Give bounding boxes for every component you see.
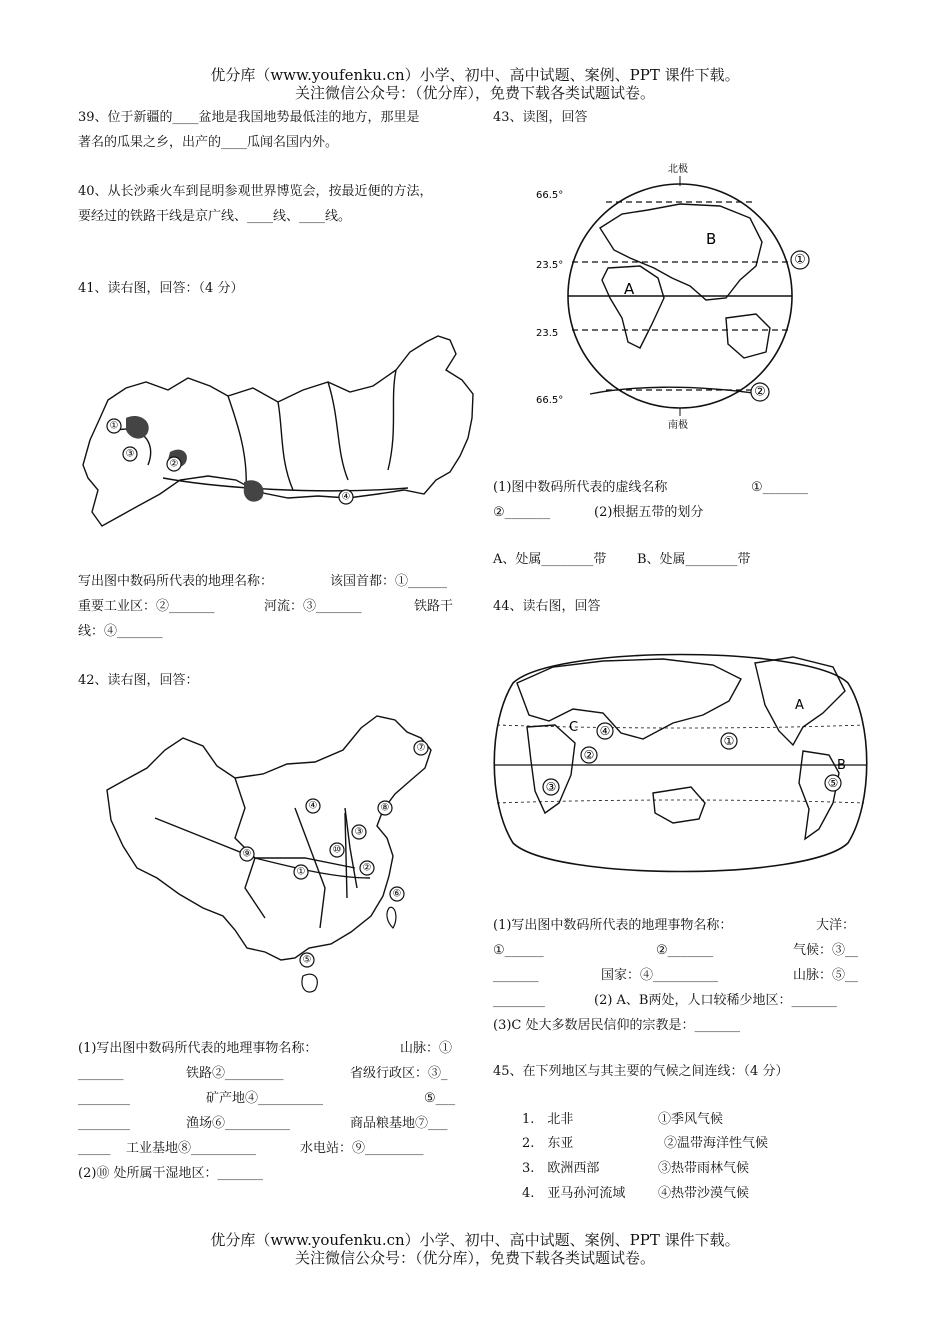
lat-23-south: 23.5	[536, 328, 559, 339]
q45-climate-2: ②温带海洋性气候	[664, 1136, 769, 1151]
russia-map	[78, 330, 478, 545]
q43-zone-A: A、处属________带	[493, 552, 607, 567]
world-marker-5: ⑤	[827, 776, 839, 790]
q42-blank-a: _______	[78, 1066, 124, 1081]
china-map	[95, 708, 440, 998]
china-marker-7: ⑦	[416, 742, 426, 754]
south-pole-label: 南极	[668, 420, 688, 431]
q45-climate-3: ③热带雨林气候	[658, 1161, 750, 1176]
globe-map	[530, 158, 830, 433]
world-marker-1: ①	[723, 734, 735, 748]
q41-railway: 线：④_______	[78, 624, 163, 639]
footer-line-1: 优分库（www.youfenku.cn）小学、初中、高中试题、案例、PPT 课件下载。	[210, 1231, 740, 1249]
q44-ocean-2: ②_______	[656, 943, 714, 958]
q42-hydropower: 水电站：⑨_________	[300, 1141, 424, 1156]
lat-66-north: 66.5°	[536, 190, 564, 201]
china-marker-10: ⑩	[332, 844, 342, 856]
globe-marker-2: ②	[754, 384, 766, 400]
q42-industrial-base: 工业基地⑧__________	[126, 1141, 257, 1156]
q42-r1-intro: (1)写出图中数码所代表的地理事物名称：	[78, 1041, 318, 1056]
china-marker-6: ⑥	[392, 888, 402, 900]
q44-ocean: 大洋：	[816, 918, 856, 933]
lat-23-north: 23.5°	[536, 260, 564, 271]
q40-line-2: 要经过的铁路干线是京广线、____线、____线。	[78, 209, 352, 224]
world-map	[493, 643, 868, 883]
q44-blank-a: _______	[493, 968, 539, 983]
q44-climate: 气候：③__	[793, 943, 859, 958]
q42-mountain: 山脉：①	[400, 1041, 453, 1056]
q45-title: 45、在下列地区与其主要的气候之间连线：（4 分）	[493, 1064, 789, 1079]
q43-zone-B: B、处属________带	[637, 552, 751, 567]
q44-sparse: (2) A、B两处，人口较稀少地区：_______	[594, 993, 837, 1008]
q42-province: 省级行政区：③_	[350, 1066, 448, 1081]
q43-r1: (1)图中数码所代表的虚线名称	[493, 480, 668, 495]
q44-blank-b: ________	[493, 993, 545, 1008]
globe-label-A: A	[624, 280, 635, 298]
world-label-B: B	[837, 758, 846, 773]
q43-line-1: ①_______	[751, 480, 809, 495]
q42-title: 42、读右图，回答：	[78, 673, 199, 688]
lat-66-south: 66.5°	[536, 395, 564, 406]
header-line-1: 优分库（www.youfenku.cn）小学、初中、高中试题、案例、PPT 课件下载。	[210, 66, 740, 84]
world-marker-4: ④	[599, 724, 611, 738]
russia-marker-4: ④	[341, 491, 351, 503]
q45-climate-1: ①季风气候	[658, 1112, 724, 1127]
q45-region-4: 4. 亚马孙河流域	[522, 1186, 626, 1201]
q39-line-1: 39、位于新疆的____盆地是我国地势最低洼的地方，那里是	[78, 110, 420, 125]
north-pole-label: 北极	[668, 164, 688, 175]
q44-title: 44、读右图，回答	[493, 599, 601, 614]
q45-region-1: 1. 北非	[522, 1112, 574, 1127]
q41-industrial: 重要工业区：②_______	[78, 599, 215, 614]
q41-title: 41、读右图，回答：（4 分）	[78, 281, 244, 296]
header-line-2: 关注微信公众号：（优分库），免费下载各类试题试卷。	[294, 84, 655, 102]
china-marker-4: ④	[308, 800, 318, 812]
china-marker-9: ⑨	[242, 848, 252, 860]
q41-answer-intro: 写出图中数码所代表的地理名称：	[78, 574, 274, 589]
russia-marker-3: ③	[125, 448, 135, 460]
china-marker-3: ③	[354, 826, 364, 838]
china-marker-8: ⑧	[380, 802, 390, 814]
q42-mine: 矿产地④__________	[206, 1091, 324, 1106]
q42-grain-base: 商品粮基地⑦___	[350, 1116, 448, 1131]
q45-region-3: 3. 欧洲西部	[522, 1161, 600, 1176]
q42-dry-wet: (2)⑩ 处所属干湿地区：_______	[78, 1166, 264, 1181]
china-marker-5: ⑤	[302, 954, 312, 966]
q44-religion: (3)C 处大多数居民信仰的宗教是：_______	[493, 1018, 740, 1033]
footer-line-2: 关注微信公众号：（优分库），免费下载各类试题试卷。	[294, 1249, 655, 1267]
q45-region-2: 2. 东亚	[522, 1136, 574, 1151]
q44-mountain: 山脉：⑤__	[793, 968, 859, 983]
q40-line-1: 40、从长沙乘火车到昆明参观世界博览会，按最近便的方法，	[78, 184, 433, 199]
q41-capital: 该国首都：①______	[330, 574, 448, 589]
q43-r2: (2)根据五带的划分	[594, 505, 704, 520]
china-marker-2: ②	[362, 862, 372, 874]
q42-blank-c: ________	[78, 1116, 130, 1131]
q42-five: ⑤___	[424, 1091, 456, 1106]
q42-railway: 铁路②_________	[186, 1066, 284, 1081]
q42-blank-b: ________	[78, 1091, 130, 1106]
q39-line-2: 著名的瓜果之乡，出产的____瓜闻名国内外。	[78, 135, 339, 150]
globe-label-B: B	[706, 230, 717, 248]
world-label-C: C	[569, 720, 579, 735]
world-label-A: A	[795, 698, 804, 713]
q44-r1-intro: (1)写出图中数码所代表的地理事物名称：	[493, 918, 733, 933]
globe-marker-1: ①	[794, 252, 806, 268]
china-marker-1: ①	[296, 866, 306, 878]
q43-title: 43、读图，回答	[493, 110, 588, 125]
world-marker-3: ③	[545, 780, 557, 794]
q44-ocean-1: ①______	[493, 943, 544, 958]
russia-marker-2: ②	[169, 458, 179, 470]
q42-blank-d: _____	[78, 1141, 111, 1156]
world-marker-2: ②	[583, 748, 595, 762]
q41-river: 河流：③_______	[264, 599, 362, 614]
q41-railway-label: 铁路干	[414, 599, 454, 614]
q45-climate-4: ④热带沙漠气候	[658, 1186, 750, 1201]
q43-line-2: ②_______	[493, 505, 551, 520]
russia-marker-1: ①	[109, 420, 119, 432]
q44-country: 国家：④__________	[601, 968, 719, 983]
q42-fishery: 渔场⑥__________	[186, 1116, 291, 1131]
